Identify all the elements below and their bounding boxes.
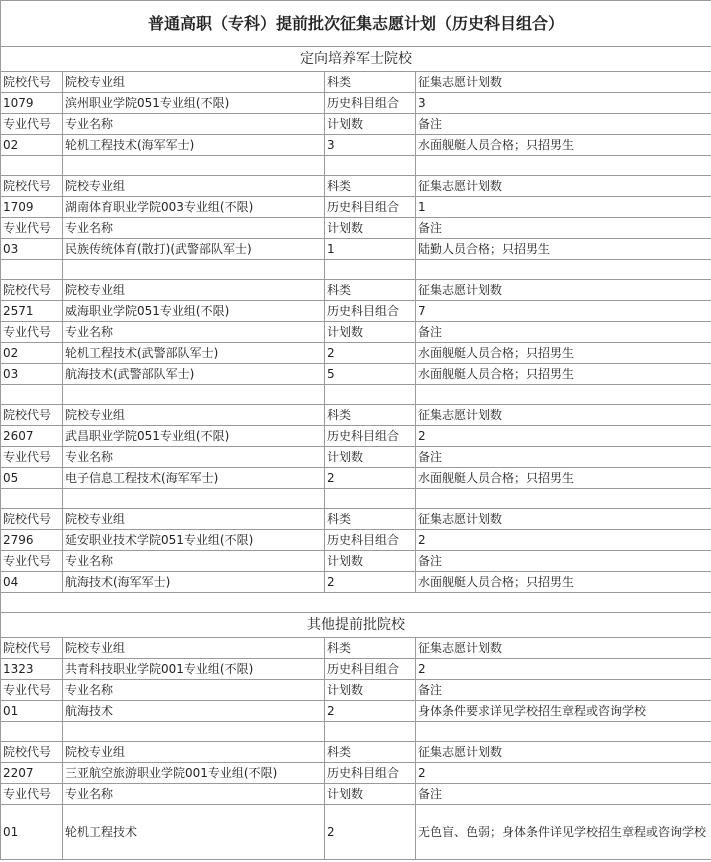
major-row	[1, 468, 711, 489]
header-subject-type: 科类	[325, 405, 416, 426]
spacer-cell	[1, 722, 63, 742]
major-row	[1, 135, 711, 156]
header-subject-type: 科类	[325, 176, 416, 197]
spacer-cell	[416, 260, 711, 280]
group-header-row	[1, 280, 711, 301]
college-group-name: 湖南体育职业学院003专业组(不限)	[63, 197, 325, 218]
header-major-plan: 计划数	[325, 322, 416, 343]
header-college-group: 院校专业组	[63, 509, 325, 530]
major-name: 电子信息工程技术(海军军士)	[63, 468, 325, 489]
major-header-row	[1, 322, 711, 343]
header-subject-type: 科类	[325, 509, 416, 530]
spacer-cell	[63, 156, 325, 176]
spacer-cell	[325, 156, 416, 176]
header-college-group: 院校专业组	[63, 638, 325, 659]
plan-count: 3	[416, 93, 711, 114]
subject-type: 历史科目组合	[325, 763, 416, 784]
spacer-cell	[325, 385, 416, 405]
major-plan-count: 2	[325, 468, 416, 489]
header-subject-type: 科类	[325, 72, 416, 93]
header-plan-count: 征集志愿计划数	[416, 176, 711, 197]
spacer-cell	[416, 156, 711, 176]
major-code: 02	[1, 343, 63, 364]
major-row	[1, 364, 711, 385]
header-major-name: 专业名称	[63, 784, 325, 805]
header-remark: 备注	[416, 218, 711, 239]
major-plan-count: 1	[325, 239, 416, 260]
plan-table-body	[1, 1, 711, 860]
header-major-plan: 计划数	[325, 784, 416, 805]
header-major-code: 专业代号	[1, 784, 63, 805]
group-header-row	[1, 176, 711, 197]
major-plan-count: 3	[325, 135, 416, 156]
spacer-cell	[1, 156, 63, 176]
group-row	[1, 530, 711, 551]
remark: 陆勤人员合格；只招男生	[416, 239, 711, 260]
plan-count: 2	[416, 530, 711, 551]
subject-type: 历史科目组合	[325, 93, 416, 114]
major-header-row	[1, 680, 711, 701]
college-group-name: 滨州职业学院051专业组(不限)	[63, 93, 325, 114]
spacer-cell	[416, 489, 711, 509]
header-remark: 备注	[416, 447, 711, 468]
header-college-code: 院校代号	[1, 742, 63, 763]
major-code: 01	[1, 701, 63, 722]
header-major-plan: 计划数	[325, 114, 416, 135]
major-code: 01	[1, 805, 63, 860]
section-title: 其他提前批院校	[1, 613, 711, 638]
plan-count: 2	[416, 426, 711, 447]
spacer-row	[1, 489, 711, 509]
spacer-row	[1, 593, 711, 613]
college-group-name: 延安职业技术学院051专业组(不限)	[63, 530, 325, 551]
spacer-row	[1, 156, 711, 176]
header-subject-type: 科类	[325, 280, 416, 301]
major-plan-count: 2	[325, 343, 416, 364]
college-group-name: 武昌职业学院051专业组(不限)	[63, 426, 325, 447]
header-plan-count: 征集志愿计划数	[416, 405, 711, 426]
major-header-row	[1, 114, 711, 135]
spacer-cell	[325, 260, 416, 280]
major-plan-count: 5	[325, 364, 416, 385]
header-college-code: 院校代号	[1, 176, 63, 197]
section-title: 定向培养军士院校	[1, 47, 711, 72]
spacer-cell	[63, 489, 325, 509]
header-plan-count: 征集志愿计划数	[416, 509, 711, 530]
header-college-code: 院校代号	[1, 638, 63, 659]
major-row	[1, 805, 711, 860]
college-code: 2207	[1, 763, 63, 784]
header-remark: 备注	[416, 680, 711, 701]
major-header-row	[1, 218, 711, 239]
group-header-row	[1, 638, 711, 659]
header-major-plan: 计划数	[325, 447, 416, 468]
group-header-row	[1, 509, 711, 530]
subject-type: 历史科目组合	[325, 426, 416, 447]
remark: 无色盲、色弱；身体条件详见学校招生章程或咨询学校	[416, 805, 711, 860]
header-major-code: 专业代号	[1, 680, 63, 701]
spacer-cell	[1, 489, 63, 509]
header-major-name: 专业名称	[63, 551, 325, 572]
college-group-name: 三亚航空旅游职业学院001专业组(不限)	[63, 763, 325, 784]
major-name: 轮机工程技术	[63, 805, 325, 860]
header-college-group: 院校专业组	[63, 176, 325, 197]
page-title: 普通高职（专科）提前批次征集志愿计划（历史科目组合）	[1, 1, 711, 47]
header-plan-count: 征集志愿计划数	[416, 72, 711, 93]
group-header-row	[1, 72, 711, 93]
major-name: 航海技术(海军军士)	[63, 572, 325, 593]
spacer-cell	[63, 385, 325, 405]
major-name: 航海技术(武警部队军士)	[63, 364, 325, 385]
header-major-code: 专业代号	[1, 114, 63, 135]
major-plan-count: 2	[325, 701, 416, 722]
header-major-name: 专业名称	[63, 680, 325, 701]
spacer-cell	[1, 260, 63, 280]
spacer-row	[1, 385, 711, 405]
remark: 水面舰艇人员合格；只招男生	[416, 135, 711, 156]
spacer-cell	[416, 722, 711, 742]
header-college-group: 院校专业组	[63, 405, 325, 426]
college-code: 1079	[1, 93, 63, 114]
major-name: 轮机工程技术(海军军士)	[63, 135, 325, 156]
header-college-code: 院校代号	[1, 509, 63, 530]
header-plan-count: 征集志愿计划数	[416, 742, 711, 763]
header-college-group: 院校专业组	[63, 72, 325, 93]
header-major-plan: 计划数	[325, 551, 416, 572]
major-code: 02	[1, 135, 63, 156]
header-college-group: 院校专业组	[63, 742, 325, 763]
group-header-row	[1, 742, 711, 763]
group-row	[1, 659, 711, 680]
spacer-cell	[1, 593, 711, 613]
subject-type: 历史科目组合	[325, 197, 416, 218]
spacer-cell	[1, 385, 63, 405]
major-name: 民族传统体育(散打)(武警部队军士)	[63, 239, 325, 260]
header-major-name: 专业名称	[63, 447, 325, 468]
header-college-code: 院校代号	[1, 280, 63, 301]
major-plan-count: 2	[325, 572, 416, 593]
major-row	[1, 239, 711, 260]
header-major-name: 专业名称	[63, 114, 325, 135]
major-name: 航海技术	[63, 701, 325, 722]
major-header-row	[1, 784, 711, 805]
header-college-code: 院校代号	[1, 405, 63, 426]
college-code: 2571	[1, 301, 63, 322]
header-college-code: 院校代号	[1, 72, 63, 93]
header-remark: 备注	[416, 784, 711, 805]
header-college-group: 院校专业组	[63, 280, 325, 301]
major-header-row	[1, 447, 711, 468]
title-row	[1, 1, 711, 47]
remark: 水面舰艇人员合格；只招男生	[416, 364, 711, 385]
header-major-code: 专业代号	[1, 551, 63, 572]
group-row	[1, 93, 711, 114]
header-major-plan: 计划数	[325, 680, 416, 701]
header-major-name: 专业名称	[63, 322, 325, 343]
major-code: 03	[1, 364, 63, 385]
college-code: 1709	[1, 197, 63, 218]
header-major-name: 专业名称	[63, 218, 325, 239]
group-row	[1, 197, 711, 218]
subject-type: 历史科目组合	[325, 659, 416, 680]
plan-count: 1	[416, 197, 711, 218]
college-group-name: 威海职业学院051专业组(不限)	[63, 301, 325, 322]
remark: 水面舰艇人员合格；只招男生	[416, 343, 711, 364]
major-code: 04	[1, 572, 63, 593]
section-row	[1, 47, 711, 72]
major-row	[1, 343, 711, 364]
subject-type: 历史科目组合	[325, 301, 416, 322]
remark: 水面舰艇人员合格；只招男生	[416, 468, 711, 489]
remark: 身体条件要求详见学校招生章程或咨询学校	[416, 701, 711, 722]
major-header-row	[1, 551, 711, 572]
major-name: 轮机工程技术(武警部队军士)	[63, 343, 325, 364]
college-group-name: 共青科技职业学院001专业组(不限)	[63, 659, 325, 680]
plan-count: 7	[416, 301, 711, 322]
section-row	[1, 613, 711, 638]
spacer-cell	[63, 722, 325, 742]
major-code: 03	[1, 239, 63, 260]
header-major-code: 专业代号	[1, 447, 63, 468]
header-major-plan: 计划数	[325, 218, 416, 239]
group-header-row	[1, 405, 711, 426]
spacer-cell	[325, 722, 416, 742]
group-row	[1, 426, 711, 447]
spacer-cell	[63, 260, 325, 280]
remark: 水面舰艇人员合格；只招男生	[416, 572, 711, 593]
major-plan-count: 2	[325, 805, 416, 860]
header-remark: 备注	[416, 114, 711, 135]
college-code: 2607	[1, 426, 63, 447]
group-row	[1, 301, 711, 322]
group-row	[1, 763, 711, 784]
major-row	[1, 572, 711, 593]
header-major-code: 专业代号	[1, 322, 63, 343]
header-remark: 备注	[416, 322, 711, 343]
plan-count: 2	[416, 763, 711, 784]
header-remark: 备注	[416, 551, 711, 572]
spacer-cell	[416, 385, 711, 405]
major-row	[1, 701, 711, 722]
header-plan-count: 征集志愿计划数	[416, 638, 711, 659]
spacer-cell	[325, 489, 416, 509]
major-code: 05	[1, 468, 63, 489]
college-code: 2796	[1, 530, 63, 551]
college-code: 1323	[1, 659, 63, 680]
header-plan-count: 征集志愿计划数	[416, 280, 711, 301]
header-major-code: 专业代号	[1, 218, 63, 239]
plan-count: 2	[416, 659, 711, 680]
spacer-row	[1, 722, 711, 742]
spacer-row	[1, 260, 711, 280]
header-subject-type: 科类	[325, 742, 416, 763]
subject-type: 历史科目组合	[325, 530, 416, 551]
header-subject-type: 科类	[325, 638, 416, 659]
